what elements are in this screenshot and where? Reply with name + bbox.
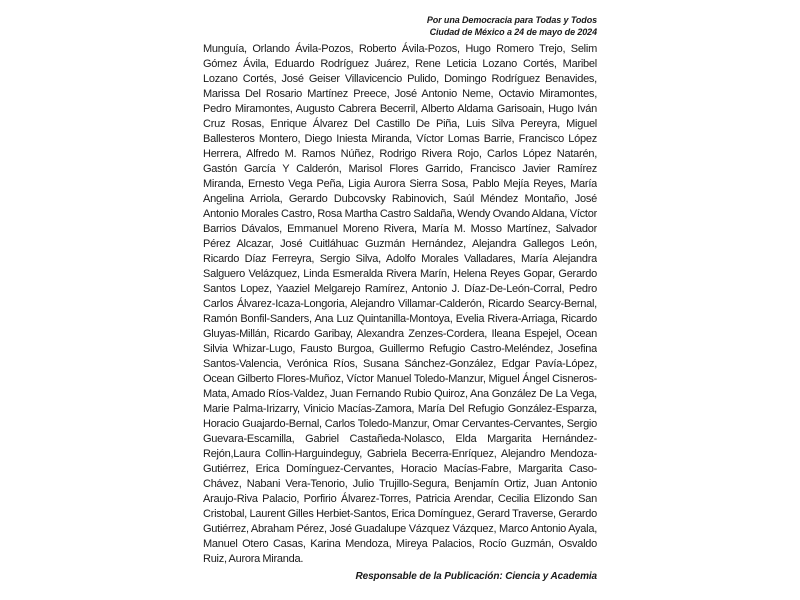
document-page — [203, 14, 597, 590]
document-header — [203, 14, 597, 38]
publication-responsible: Responsable de la Publicación: Ciencia y Academia — [355, 571, 597, 582]
signatories-list: Munguía, Orlando Ávila-Pozos, Roberto Ávila-Pozos, Hugo Romero Trejo, Selim Gómez Ávila, Eduardo Rodríguez Juárez, Rene Leticia Lozano Cortés, Maribel Lozano Cortés, José Geiser Villavicencio Pulido, Domingo Rodríguez Benavides, Marissa Del Rosario Martínez Preece, José Antonio Neme, Octavio Miramontes, Pedro Miramontes, Augusto Cabrera Becerril, Alberto Aldama Garisoain, Hugo Iván Cruz Rosas, Enrique Álvarez Del Castillo De Piña, Luis Silva Pereyra, Miguel Ballesteros Montero, Diego Iniesta Miranda, Víctor Lomas Barrie, Francisco López Herrera, Alfredo M. Ramos Núñez, Rodrigo Rivera Rojo, Carlos López Natarén, Gastón García Y Calderón, Marisol Flores Garrido, Francisco Javier Ramírez Miranda, Ernesto Vega Peña, Ligia Aurora Sierra Sosa, Pablo Mejía Reyes, María Angelina Arriola, Gerardo Dubcovsky Rabinovich, Saúl Méndez Montaño, José Antonio Morales Castro, Rosa Martha Castro Saldaña, Wendy Ovando Aldana, Víctor Barrios Dávalos, Emmanuel Moreno Rivera, María M. Mosso Martínez, Salvador Pérez Alcazar, José Cuitláhuac Guzmán Hernández, Alejandra Gallegos León, Ricardo Díaz Ferreyra, Sergio Silva, Adolfo Morales Valladares, María Alejandra Salguero Velázquez, Linda Esmeralda Rivera Marín, Helena Reyes Gopar, Gerardo Santos Lopez, Yaaziel Melgarejo Ramírez, Antonio J. Díaz-De-León-Corral, Pedro Carlos Álvarez-Icaza-Longoria, Alejandro Villamar-Calderón, Ricardo Searcy-Bernal, Ramón Bonfil-Sanders, Ana Luz Quintanilla-Montoya, Evelia Rivera-Arriaga, Ricardo Gluyas-Millán, Ricardo Garibay, Alexandra Zenzes-Cordera, Ileana Espejel, Ocean Silvia Whizar-Lugo, Fausto Burgoa, Guillermo Refugio Castro-Meléndez, Josefina Santos-Valencia, Verónica Ríos, Susana Sánchez-González, Edgar Pavía-López, Ocean Gilberto Flores-Muñoz, Víctor Manuel Toledo-Manzur, Miguel Ángel Cisneros-Mata, Amado Ríos-Valdez, Juan Fernando Rubio Quiroz, Ana González De La Vega, Marie Palma-Irizarry, Vinicio Macías-Zamora, María Del Refugio González-Esparza, Horacio Guajardo-Bernal, Carlos Toledo-Manzur, Omar Cervantes-Cervantes, Sergio Guevara-Escamilla, Gabriel Castañeda-Nolasco, Elda Margarita Hernández-Rejón,Laura Collin-Harguindeguy, Gabriela Becerra-Enríquez, Alejandro Mendoza-Gutiérrez, Erica Domínguez-Cervantes, Horacio Macías-Fabre, Margarita Caso-Chávez, Nabani Vera-Tenorio, Julio Trujillo-Segura, Benjamín Ortiz, Juan Antonio Araujo-Riva Palacio, Porfirio Álvarez-Torres, Patricia Arendar, Cecilia Elizondo San Cristobal, Laurent Gilles Herbiet-Santos, Erica Domínguez, Gerard Traverse, Gerardo Gutiérrez, Abraham Pérez, José Guadalupe Vázquez Vázquez, Marco Antonio Ayala, Manuel Otero Casas, Karina Mendoza, Mireya Palacios, Rocío Guzmán, Osvaldo Ruiz, Aurora Miranda. — [203, 43, 597, 565]
place-date-line: Ciudad de México a 24 de mayo de 2024 — [429, 27, 597, 37]
slogan-line: Por una Democracia para Todas y Todos — [426, 15, 597, 25]
